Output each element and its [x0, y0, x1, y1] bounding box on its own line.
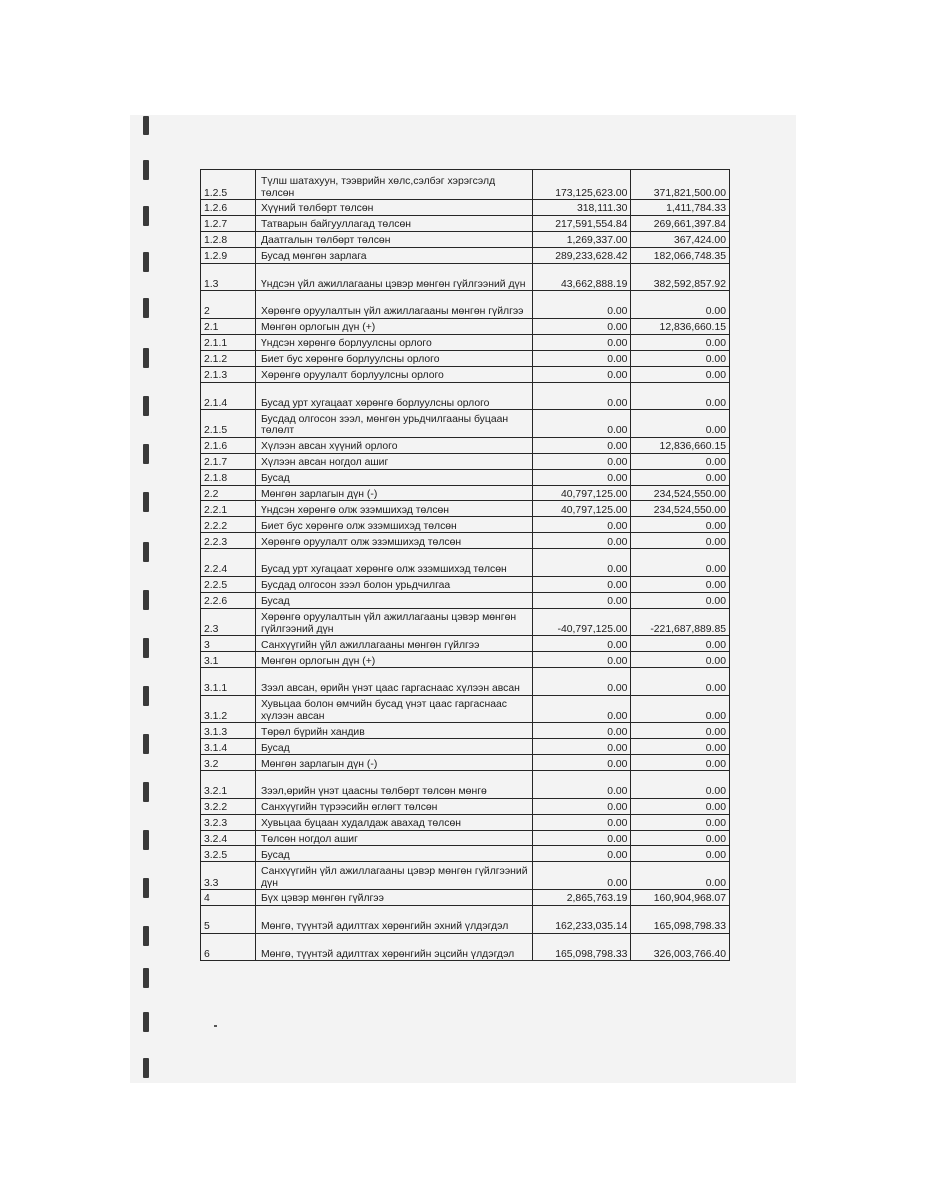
- row-value-previous: 0.00: [631, 846, 730, 862]
- row-value-previous: 0.00: [631, 739, 730, 755]
- row-description: Бусдад олгосон зээл, мөнгөн урьдчилгааны буцаан төлөлт: [255, 410, 532, 438]
- row-value-current: 0.00: [532, 814, 631, 830]
- row-code: 1.2.9: [201, 247, 256, 263]
- row-code: 2.1: [201, 318, 256, 334]
- row-description: Хөрөнгө оруулалтын үйл ажиллагааны мөнгөн гүйлгээ: [255, 291, 532, 319]
- row-value-current: 0.00: [532, 771, 631, 799]
- table-row: [201, 453, 730, 469]
- row-code: 3.3: [201, 862, 256, 890]
- row-value-previous: -221,687,889.85: [631, 608, 730, 636]
- row-value-current: 0.00: [532, 576, 631, 592]
- row-description: Хөрөнгө оруулалтын үйл ажиллагааны цэвэр мөнгөн гүйлгээний дүн: [255, 608, 532, 636]
- row-value-previous: 0.00: [631, 549, 730, 577]
- row-description: Мөнгө, түүнтэй адилтгах хөрөнгийн эцсийн үлдэгдэл: [255, 933, 532, 961]
- table-row: [201, 814, 730, 830]
- table-row: [201, 263, 730, 291]
- row-value-previous: 1,411,784.33: [631, 200, 730, 216]
- row-description: Хүлээн авсан хүүний орлого: [255, 437, 532, 453]
- row-value-previous: 0.00: [631, 453, 730, 469]
- row-description: Зээл,өрийн үнэт цаасны төлбөрт төлсөн мөнгө: [255, 771, 532, 799]
- row-description: Хүүний төлбөрт төлсөн: [255, 200, 532, 216]
- row-value-previous: 12,836,660.15: [631, 437, 730, 453]
- row-code: 2.1.8: [201, 469, 256, 485]
- binding-hole: [143, 542, 149, 562]
- row-value-previous: 0.00: [631, 382, 730, 410]
- row-description: Үндсэн хөрөнгө олж эзэмшихэд төлсөн: [255, 501, 532, 517]
- table-row: [201, 755, 730, 771]
- row-code: 2.1.4: [201, 382, 256, 410]
- row-code: 2.2.3: [201, 533, 256, 549]
- row-description: Мөнгөн орлогын дүн (+): [255, 652, 532, 668]
- row-code: 3.1.1: [201, 668, 256, 696]
- table-row: [201, 576, 730, 592]
- row-value-current: 0.00: [532, 517, 631, 533]
- row-value-previous: 0.00: [631, 695, 730, 723]
- row-value-current: 0.00: [532, 318, 631, 334]
- row-value-current: 0.00: [532, 469, 631, 485]
- row-code: 2.1.6: [201, 437, 256, 453]
- table-row: [201, 890, 730, 906]
- row-value-current: 0.00: [532, 695, 631, 723]
- row-code: 3.2.5: [201, 846, 256, 862]
- row-code: 3.2.1: [201, 771, 256, 799]
- row-description: Төлсөн ногдол ашиг: [255, 830, 532, 846]
- binding-hole: [143, 348, 149, 368]
- table-row: [201, 771, 730, 799]
- row-description: Бүх цэвэр мөнгөн гүйлгээ: [255, 890, 532, 906]
- row-value-previous: 382,592,857.92: [631, 263, 730, 291]
- row-value-previous: 0.00: [631, 533, 730, 549]
- row-value-current: -40,797,125.00: [532, 608, 631, 636]
- row-value-current: 0.00: [532, 830, 631, 846]
- row-value-current: 43,662,888.19: [532, 263, 631, 291]
- table-row: [201, 469, 730, 485]
- row-code: 2.1.2: [201, 350, 256, 366]
- row-value-current: 217,591,554.84: [532, 215, 631, 231]
- row-code: 2.1.3: [201, 366, 256, 382]
- row-description: Бусад: [255, 469, 532, 485]
- row-value-previous: 234,524,550.00: [631, 501, 730, 517]
- table-row: [201, 636, 730, 652]
- row-code: 2.2.2: [201, 517, 256, 533]
- table-row: [201, 517, 730, 533]
- row-value-previous: 0.00: [631, 771, 730, 799]
- binding-hole: [143, 968, 149, 988]
- row-value-current: 40,797,125.00: [532, 485, 631, 501]
- row-value-current: 0.00: [532, 334, 631, 350]
- binding-hole: [143, 444, 149, 464]
- row-description: Зээл авсан, өрийн үнэт цаас гаргаснаас хүлээн авсан: [255, 668, 532, 696]
- row-description: Бусад мөнгөн зарлага: [255, 247, 532, 263]
- binding-hole: [143, 686, 149, 706]
- table-row: [201, 846, 730, 862]
- cash-flow-table-body: [201, 170, 730, 961]
- row-code: 2.2.6: [201, 592, 256, 608]
- table-row: [201, 318, 730, 334]
- row-value-previous: 182,066,748.35: [631, 247, 730, 263]
- row-value-current: 40,797,125.00: [532, 501, 631, 517]
- row-code: 4: [201, 890, 256, 906]
- row-value-current: 0.00: [532, 739, 631, 755]
- table-row: [201, 231, 730, 247]
- row-value-current: 0.00: [532, 410, 631, 438]
- table-row: [201, 291, 730, 319]
- table-row: [201, 170, 730, 200]
- row-value-previous: 0.00: [631, 723, 730, 739]
- table-row: [201, 382, 730, 410]
- row-value-current: 0.00: [532, 755, 631, 771]
- row-value-current: 0.00: [532, 652, 631, 668]
- row-value-current: 0.00: [532, 723, 631, 739]
- row-description: Хүлээн авсан ногдол ашиг: [255, 453, 532, 469]
- row-value-current: 0.00: [532, 636, 631, 652]
- row-description: Хувьцаа болон өмчийн бусад үнэт цаас гаргаснаас хүлээн авсан: [255, 695, 532, 723]
- row-description: Хөрөнгө оруулалт олж эзэмшихэд төлсөн: [255, 533, 532, 549]
- row-code: 3.1.2: [201, 695, 256, 723]
- table-row: [201, 501, 730, 517]
- row-code: 3.1: [201, 652, 256, 668]
- row-value-current: 2,865,763.19: [532, 890, 631, 906]
- row-code: 2.1.7: [201, 453, 256, 469]
- row-description: Санхүүгийн түрээсийн өглөгт төлсөн: [255, 798, 532, 814]
- table-row: [201, 695, 730, 723]
- row-description: Төрөл бүрийн хандив: [255, 723, 532, 739]
- binding-hole: [143, 252, 149, 272]
- row-value-current: 0.00: [532, 350, 631, 366]
- row-description: Татварын байгууллагад төлсөн: [255, 215, 532, 231]
- row-description: Мөнгөн зарлагын дүн (-): [255, 755, 532, 771]
- table-row: [201, 437, 730, 453]
- row-description: Мөнгөн зарлагын дүн (-): [255, 485, 532, 501]
- row-code: 3.2.2: [201, 798, 256, 814]
- row-code: 2.1.5: [201, 410, 256, 438]
- table-row: [201, 215, 730, 231]
- row-description: Үндсэн хөрөнгө борлуулсны орлого: [255, 334, 532, 350]
- row-value-previous: 0.00: [631, 592, 730, 608]
- row-description: Бусад: [255, 846, 532, 862]
- row-description: Үндсэн үйл ажиллагааны цэвэр мөнгөн гүйлгээний дүн: [255, 263, 532, 291]
- row-value-previous: 0.00: [631, 652, 730, 668]
- row-value-current: 0.00: [532, 453, 631, 469]
- row-description: Бусдад олгосон зээл болон урьдчилгаа: [255, 576, 532, 592]
- row-value-previous: 0.00: [631, 830, 730, 846]
- table-row: [201, 739, 730, 755]
- row-description: Хувьцаа буцаан худалдаж авахад төлсөн: [255, 814, 532, 830]
- cash-flow-table: [200, 169, 730, 961]
- binding-hole: [143, 638, 149, 658]
- binding-hole: [143, 298, 149, 318]
- row-description: Биет бус хөрөнгө олж эзэмшихэд төлсөн: [255, 517, 532, 533]
- table-row: [201, 485, 730, 501]
- row-description: Бусад: [255, 739, 532, 755]
- row-value-current: 0.00: [532, 549, 631, 577]
- row-code: 2: [201, 291, 256, 319]
- row-value-previous: 0.00: [631, 814, 730, 830]
- row-value-current: 165,098,798.33: [532, 933, 631, 961]
- row-value-current: 162,233,035.14: [532, 905, 631, 933]
- table-row: [201, 247, 730, 263]
- table-row: [201, 549, 730, 577]
- row-code: 1.3: [201, 263, 256, 291]
- row-value-previous: 0.00: [631, 350, 730, 366]
- row-description: Хөрөнгө оруулалт борлуулсны орлого: [255, 366, 532, 382]
- row-code: 1.2.7: [201, 215, 256, 231]
- table-row: [201, 668, 730, 696]
- row-value-current: 0.00: [532, 291, 631, 319]
- row-value-current: 0.00: [532, 382, 631, 410]
- row-value-previous: 0.00: [631, 469, 730, 485]
- table-row: [201, 905, 730, 933]
- binding-hole: [143, 830, 149, 850]
- row-value-previous: 367,424.00: [631, 231, 730, 247]
- table-row: [201, 830, 730, 846]
- row-value-current: 0.00: [532, 798, 631, 814]
- row-value-current: 0.00: [532, 533, 631, 549]
- row-value-previous: 0.00: [631, 576, 730, 592]
- binding-hole: [143, 396, 149, 416]
- row-value-previous: 0.00: [631, 334, 730, 350]
- row-code: 2.2: [201, 485, 256, 501]
- row-code: 2.3: [201, 608, 256, 636]
- row-value-previous: 269,661,397.84: [631, 215, 730, 231]
- table-row: [201, 862, 730, 890]
- row-description: Санхүүгийн үйл ажиллагааны мөнгөн гүйлгээ: [255, 636, 532, 652]
- row-description: Мөнгө, түүнтэй адилтгах хөрөнгийн эхний үлдэгдэл: [255, 905, 532, 933]
- row-description: Санхүүгийн үйл ажиллагааны цэвэр мөнгөн гүйлгээний дүн: [255, 862, 532, 890]
- table-row: [201, 334, 730, 350]
- row-value-previous: 0.00: [631, 798, 730, 814]
- row-code: 1.2.5: [201, 170, 256, 200]
- binding-hole: [143, 116, 149, 135]
- row-value-previous: 0.00: [631, 291, 730, 319]
- table-row: [201, 798, 730, 814]
- row-code: 3.2.3: [201, 814, 256, 830]
- row-description: Даатгалын төлбөрт төлсөн: [255, 231, 532, 247]
- row-code: 3.1.4: [201, 739, 256, 755]
- row-value-previous: 12,836,660.15: [631, 318, 730, 334]
- row-value-current: 173,125,623.00: [532, 170, 631, 200]
- row-description: Мөнгөн орлогын дүн (+): [255, 318, 532, 334]
- row-value-current: 289,233,628.42: [532, 247, 631, 263]
- row-value-current: 0.00: [532, 592, 631, 608]
- row-code: 3.1.3: [201, 723, 256, 739]
- binding-hole: [143, 492, 149, 512]
- row-code: 2.2.4: [201, 549, 256, 577]
- row-description: Бусад урт хугацаат хөрөнгө олж эзэмшихэд төлсөн: [255, 549, 532, 577]
- table-row: [201, 933, 730, 961]
- table-row: [201, 350, 730, 366]
- row-value-previous: 371,821,500.00: [631, 170, 730, 200]
- binding-hole: [143, 782, 149, 802]
- row-code: 1.2.6: [201, 200, 256, 216]
- row-value-previous: 0.00: [631, 636, 730, 652]
- row-value-current: 0.00: [532, 862, 631, 890]
- row-value-previous: 234,524,550.00: [631, 485, 730, 501]
- row-code: 3: [201, 636, 256, 652]
- row-value-previous: 160,904,968.07: [631, 890, 730, 906]
- row-value-current: 0.00: [532, 846, 631, 862]
- row-description: Бусад: [255, 592, 532, 608]
- table-row: [201, 200, 730, 216]
- row-code: 2.2.1: [201, 501, 256, 517]
- table-row: [201, 410, 730, 438]
- table-row: [201, 533, 730, 549]
- binding-hole: [143, 1058, 149, 1078]
- row-code: 1.2.8: [201, 231, 256, 247]
- row-value-current: 0.00: [532, 437, 631, 453]
- row-value-previous: 0.00: [631, 862, 730, 890]
- row-description: Түлш шатахуун, тээврийн хөлс,сэлбэг хэрэгсэлд төлсөн: [255, 170, 532, 200]
- binding-hole: [143, 734, 149, 754]
- row-value-previous: 0.00: [631, 410, 730, 438]
- row-value-current: 1,269,337.00: [532, 231, 631, 247]
- binding-hole: [143, 926, 149, 946]
- binding-hole: [143, 160, 149, 180]
- row-code: 3.2.4: [201, 830, 256, 846]
- row-value-previous: 0.00: [631, 668, 730, 696]
- table-row: [201, 366, 730, 382]
- table-row: [201, 723, 730, 739]
- row-value-previous: 0.00: [631, 517, 730, 533]
- table-row: [201, 652, 730, 668]
- row-code: 6: [201, 933, 256, 961]
- row-value-current: 318,111.30: [532, 200, 631, 216]
- row-code: 2.2.5: [201, 576, 256, 592]
- row-code: 3.2: [201, 755, 256, 771]
- binding-hole: [143, 206, 149, 226]
- row-value-previous: 0.00: [631, 755, 730, 771]
- row-value-previous: 165,098,798.33: [631, 905, 730, 933]
- binding-hole: [143, 590, 149, 610]
- row-value-current: 0.00: [532, 366, 631, 382]
- row-code: 2.1.1: [201, 334, 256, 350]
- row-value-previous: 326,003,766.40: [631, 933, 730, 961]
- row-value-previous: 0.00: [631, 366, 730, 382]
- row-value-current: 0.00: [532, 668, 631, 696]
- row-description: Бусад урт хугацаат хөрөнгө борлуулсны орлого: [255, 382, 532, 410]
- table-row: [201, 592, 730, 608]
- table-row: [201, 608, 730, 636]
- row-code: 5: [201, 905, 256, 933]
- binding-hole: [143, 878, 149, 898]
- binding-hole: [143, 1012, 149, 1032]
- scan-speck: [214, 1025, 217, 1027]
- row-description: Биет бус хөрөнгө борлуулсны орлого: [255, 350, 532, 366]
